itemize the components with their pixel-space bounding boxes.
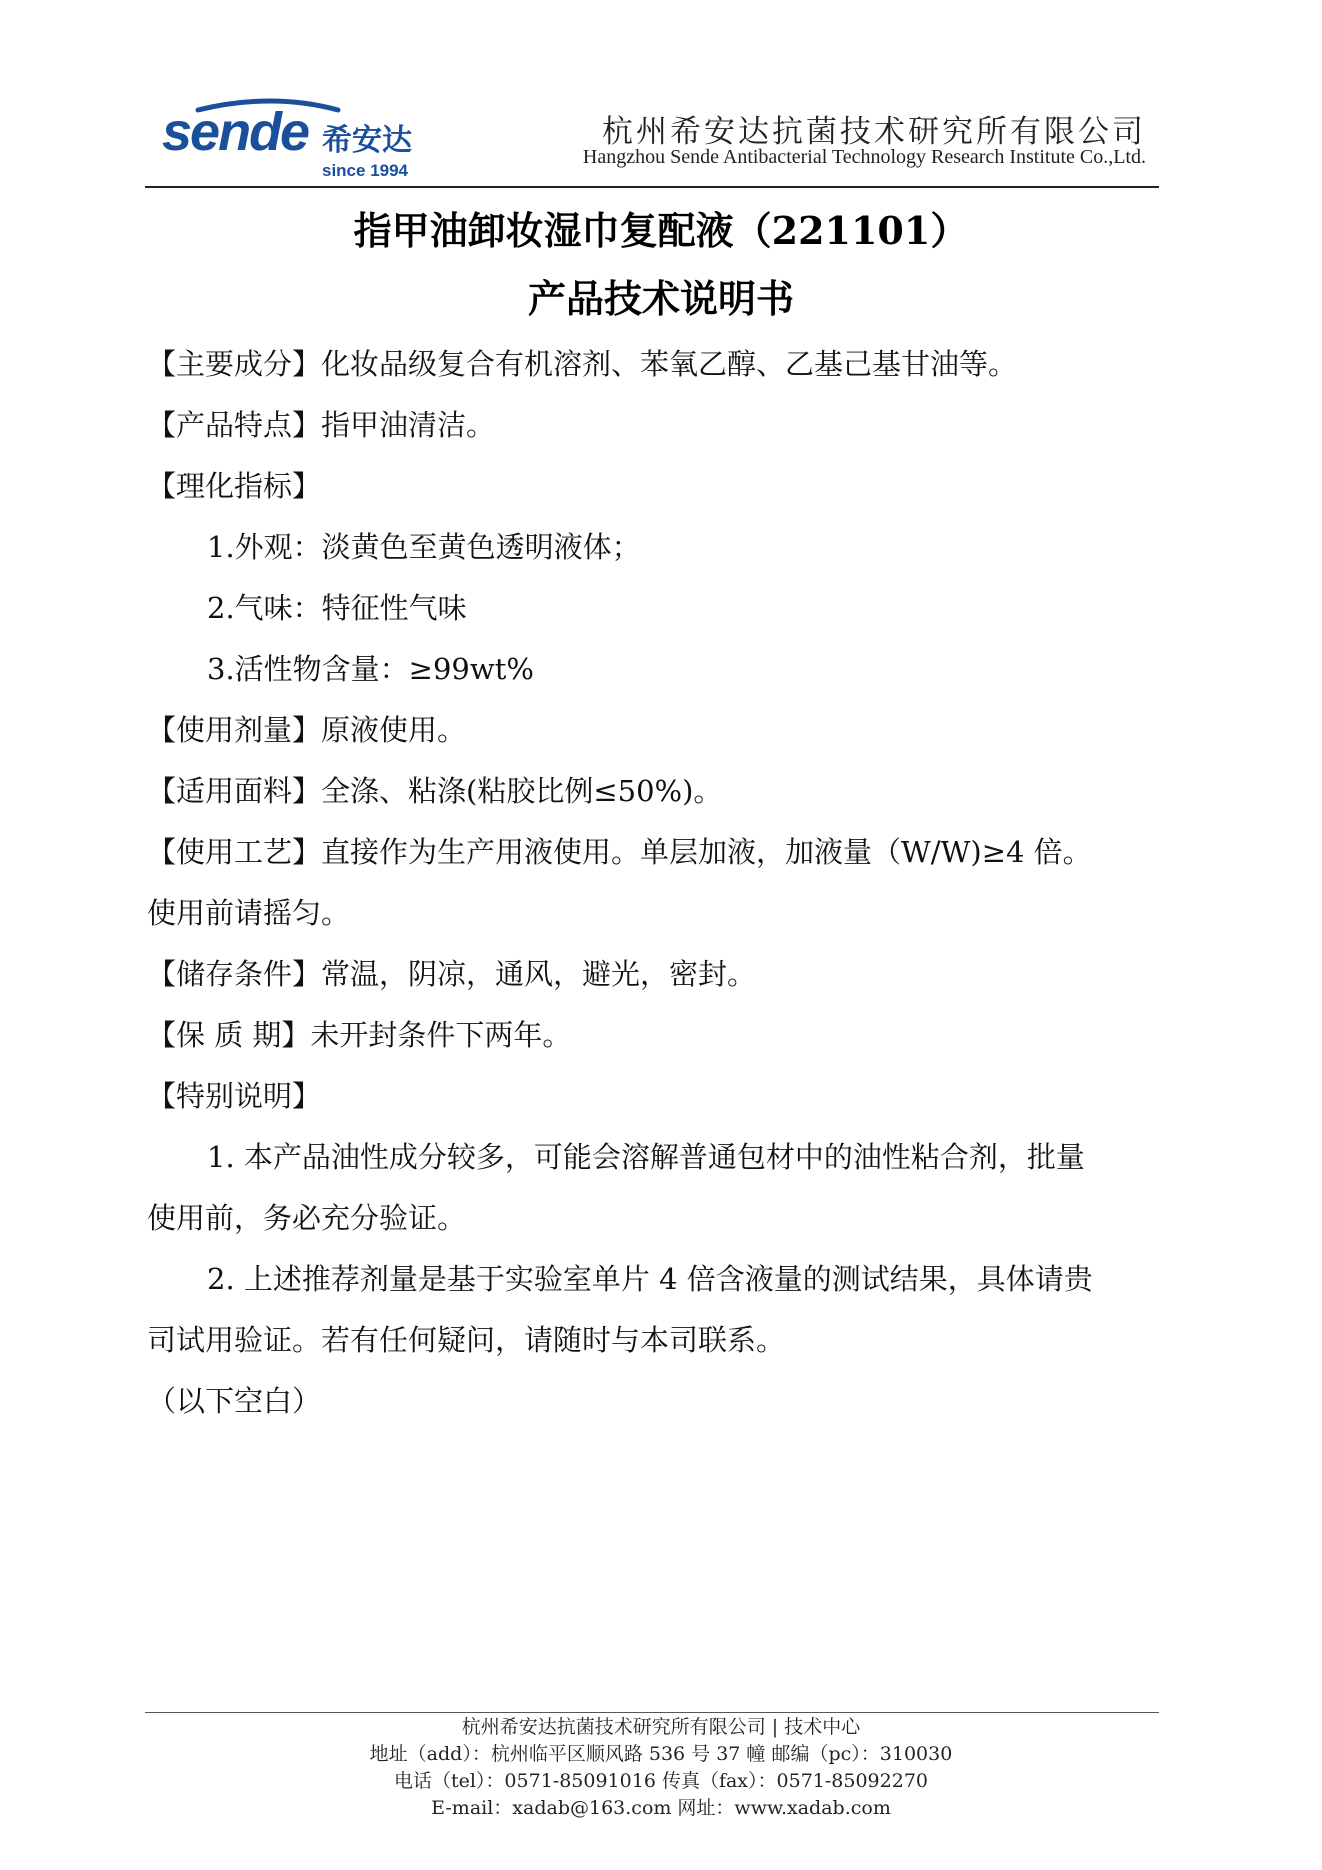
document-subtitle: 产品技术说明书 (527, 276, 794, 321)
section-storage: 【储存条件】常温，阴凉，通风，避光，密封。 (147, 957, 757, 991)
note-1: 1. 本产品油性成分较多，可能会溶解普通包材中的油性粘合剂，批量 (207, 1140, 1085, 1174)
spec-active-content: 3.活性物含量：≥99wt% (207, 652, 534, 686)
footer-divider (145, 1712, 1159, 1713)
section-main-ingredients: 【主要成分】化妆品级复合有机溶剂、苯氧乙醇、乙基己基甘油等。 (147, 347, 1018, 381)
footer-address: 地址（add）：杭州临平区顺风路 536 号 37 幢 邮编（pc）：310030 (369, 1743, 953, 1765)
logo-graphic (162, 96, 434, 184)
company-name-en: Hangzhou Sende Antibacterial Technology Research Institute Co.,Ltd. (582, 146, 1146, 168)
company-name-cn: 杭州希安达抗菌技术研究所有限公司 (602, 114, 1146, 150)
logo-since: since 1994 (322, 161, 409, 180)
section-features: 【产品特点】指甲油清洁。 (147, 408, 496, 442)
section-notes-heading: 【特别说明】 (147, 1079, 322, 1113)
section-process-cont: 使用前请摇匀。 (147, 896, 351, 930)
spec-appearance: 1.外观：淡黄色至黄色透明液体； (207, 530, 641, 564)
section-shelf-life: 【保 质 期】未开封条件下两年。 (147, 1018, 572, 1052)
footer-email-web: E-mail：xadab@163.com 网址：www.xadab.com (431, 1797, 891, 1819)
blank-marker: （以下空白） (147, 1384, 322, 1418)
section-specs-heading: 【理化指标】 (147, 469, 322, 503)
header-divider (145, 186, 1159, 188)
note-1-cont: 使用前，务必充分验证。 (147, 1201, 467, 1235)
footer-company: 杭州希安达抗菌技术研究所有限公司 | 技术中心 (461, 1716, 861, 1738)
company-logo (162, 96, 434, 184)
document-title: 指甲油卸妆湿巾复配液（221101） (353, 208, 969, 253)
spec-odor: 2.气味：特征性气味 (207, 591, 467, 625)
logo-cn: 希安达 (322, 123, 412, 158)
document-body (147, 340, 1159, 1438)
footer-phone-fax: 电话（tel）：0571-85091016 传真（fax）：0571-85092270 (393, 1770, 929, 1792)
section-process: 【使用工艺】直接作为生产用液使用。单层加液，加液量（W/W)≥4 倍。 (147, 835, 1092, 869)
page-footer (0, 1714, 1322, 1822)
section-fabrics: 【适用面料】全涤、粘涤(粘胶比例≤50%)。 (147, 774, 723, 808)
note-2: 2. 上述推荐剂量是基于实验室单片 4 倍含液量的测试结果，具体请贵 (207, 1262, 1093, 1296)
note-2-cont: 司试用验证。若有任何疑问，请随时与本司联系。 (147, 1323, 786, 1357)
section-dosage: 【使用剂量】原液使用。 (147, 713, 467, 747)
logo-wordmark: sende (162, 102, 309, 162)
